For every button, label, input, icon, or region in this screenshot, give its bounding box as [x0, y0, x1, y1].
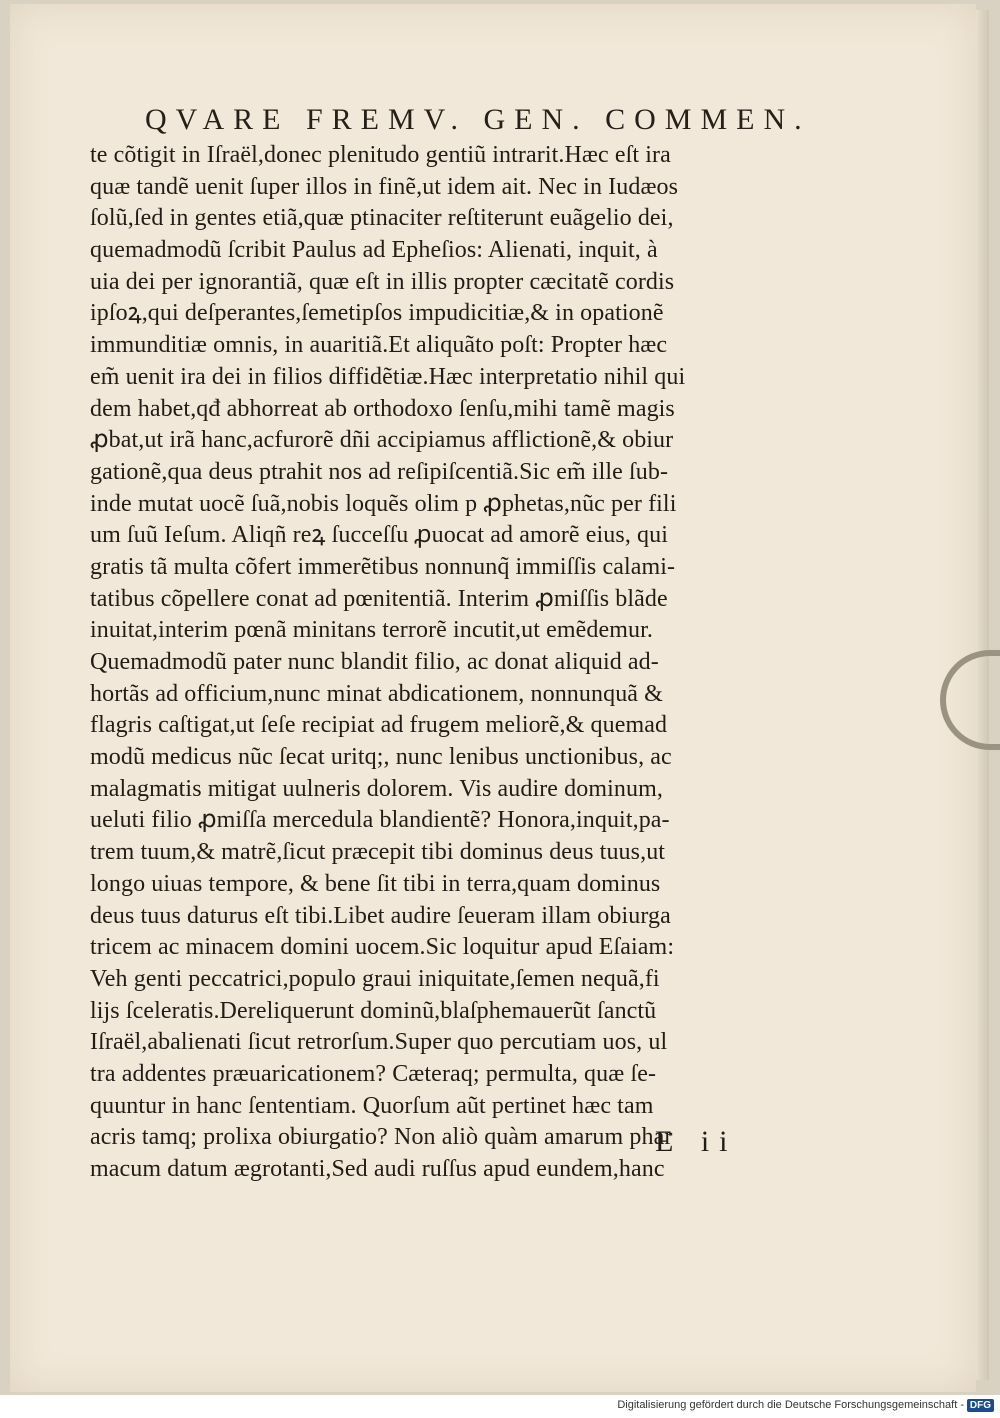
text-line: macum datum ægrotanti,Sed audi ruſſus apud eundem,hanc	[90, 1156, 665, 1182]
text-line: Quemadmodũ pater nunc blandit filio, ac donat aliquid ad-	[90, 649, 659, 675]
text-line: ꝓbat,ut irã hanc,acfurorẽ dñi accipiamus afflictionẽ,& obiur	[90, 427, 674, 454]
text-line: em̃ uenit ira dei in filios diffidẽtiæ.Hæc interpretatio nihil qui	[90, 363, 686, 390]
text-line: Iſraël,abalienati ſicut retrorſum.Super quo percutiam uos, ul	[90, 1029, 668, 1056]
text-line: tricem ac minacem domini uocem.Sic loquitur apud Eſaiam:	[90, 934, 675, 961]
text-line: quæ tandẽ uenit ſuper illos in finẽ,ut idem ait. Nec in Iudæos	[90, 173, 679, 200]
text-line: quemadmodũ ſcribit Paulus ad Epheſios: Alienati, inquit, à	[90, 237, 658, 264]
running-header: QVARE FREMV. GEN. COMMEN.	[145, 103, 811, 136]
dfg-logo: DFG	[967, 1399, 994, 1412]
text-line: hortãs ad officium,nunc minat abdicationem, nonnunquã &	[90, 680, 663, 707]
text-line: inde mutat uocẽ ſuã,nobis loquẽs olim p ꝓphetas,nũc per fili	[90, 490, 677, 517]
funding-credit: Digitalisierung gefördert durch die Deutsche Forschungsgemeinschaft -	[617, 1399, 964, 1411]
footer-bar	[0, 1396, 1000, 1418]
text-line: uia dei per ignorantiã, quæ eſt in illis propter cæcitatẽ cordis	[90, 268, 675, 295]
text-line: ſolũ,ſed in gentes etiã,quæ ptinaciter reſtiterunt euãgelio dei,	[90, 205, 674, 232]
text-line: Veh genti peccatrici,populo graui iniquitate,ſemen nequã,fi	[90, 965, 660, 992]
text-line: dem habet,qđ abhorreat ab orthodoxo ſenſu,mihi tamẽ magis	[90, 395, 675, 422]
text-line: ueluti filio ꝓmiſſa mercedula blandientẽ? Honora,inquit,pa-	[90, 807, 670, 834]
text-line: deus tuus daturus eſt tibi.Libet audire ſeueram illam obiurga	[90, 902, 671, 929]
text-line: quuntur in hanc ſententiam. Quorſum aũt pertinet hæc tam	[90, 1092, 654, 1119]
text-line: um ſuũ Ieſum. Aliqñ reꝝ ſucceſſu ꝓuocat ad amorẽ eius, qui	[90, 522, 668, 549]
text-line: gratis tã multa cõfert immerẽtibus nonnunq̃ immiſſis calami-	[90, 553, 676, 580]
text-line: lijs ſceleratis.Dereliquerunt dominũ,blaſphemauerũt ſanctũ	[90, 997, 657, 1024]
text-line: tatibus cõpellere conat ad pœnitentiã. Interim ꝓmiſſis blãde	[90, 585, 668, 612]
text-line: malagmatis mitigat uulneris dolorem. Vis audire dominum,	[90, 775, 663, 802]
text-line: trem tuum,& matrẽ,ſicut præcepit tibi dominus deus tuus,ut	[90, 839, 666, 866]
text-line: immunditiæ omnis, in auaritiã.Et aliquãto poſt: Propter hæc	[90, 332, 668, 359]
text-line: te cõtigit in Iſraël,donec plenitudo gentiũ intrarit.Hæc eſt ira	[90, 142, 671, 168]
body-text	[90, 140, 790, 1186]
text-line: flagris caſtigat,ut ſeſe recipiat ad frugem meliorẽ,& quemad	[90, 712, 668, 739]
text-line: gationẽ,qua deus ptrahit nos ad reſipiſcentiã.Sic em̃ ille ſub-	[90, 458, 669, 485]
text-line: longo uiuas tempore, & bene ſit tibi in terra,quam dominus	[90, 870, 661, 897]
text-line: ipſoꝝ,qui deſperantes,ſemetipſos impudicitiæ,& in opationẽ	[90, 300, 664, 327]
text-line: tra addentes præuaricationem? Cæteraq; permulta, quæ ſe-	[90, 1060, 657, 1087]
text-line: acris tamq; prolixa obiurgatio? Non aliò quàm amarum phar	[90, 1124, 673, 1151]
signature-mark: E ii	[655, 1125, 738, 1158]
text-line: modũ medicus nũc ſecat uritq;, nunc lenibus unctionibus, ac	[90, 744, 672, 771]
text-line: inuitat,interim pœnã minitans terrorẽ incutit,ut emẽdemur.	[90, 617, 653, 644]
